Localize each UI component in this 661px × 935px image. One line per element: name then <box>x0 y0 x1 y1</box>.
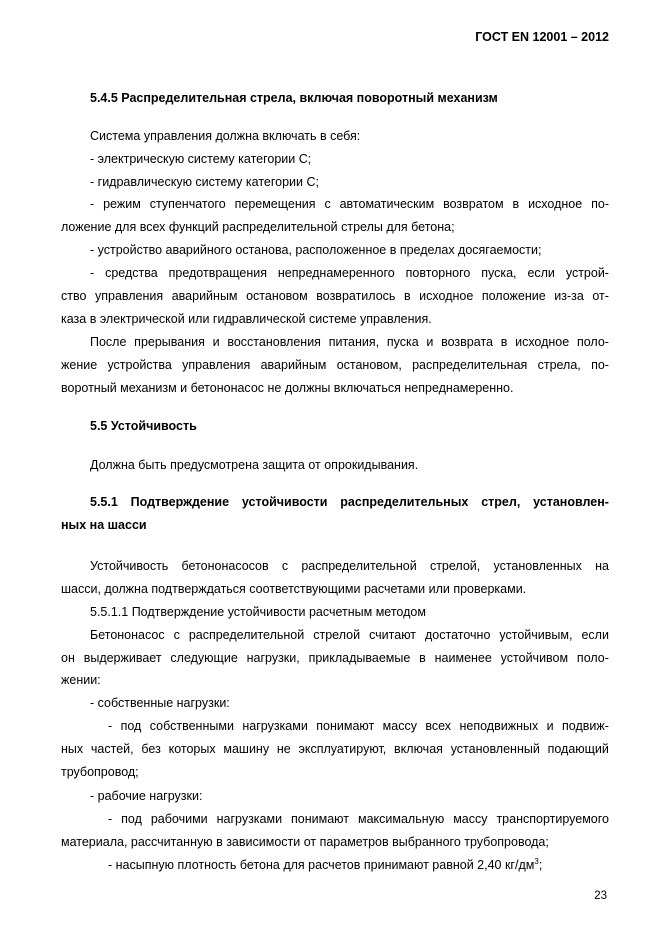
section-heading-5-5: 5.5 Устойчивость <box>90 419 197 433</box>
document-code-header: ГОСТ EN 12001 – 2012 <box>475 30 609 44</box>
paragraph-line: ложение для всех функций распределительной стрелы для бетона; <box>61 220 455 234</box>
list-item: - собственные нагрузки: <box>90 696 230 710</box>
paragraph-line-justified: Бетононасос с распределительной стрелой считают достаточно устойчивым, если <box>90 628 609 642</box>
paragraph-line: воротный механизм и бетононасос не должны включаться непреднамеренно. <box>61 381 514 395</box>
paragraph-line: жении: <box>61 673 101 687</box>
paragraph-line: каза в электрической или гидравлической системе управления. <box>61 312 432 326</box>
paragraph-line: материала, рассчитанную в зависимости от параметров выбранного трубопровода; <box>61 835 549 849</box>
paragraph-line-justified: он выдерживает следующие нагрузки, прикладываемые в наименее устойчивом поло- <box>61 651 609 665</box>
page-number: 23 <box>594 890 607 902</box>
section-heading-5-5-1-continued: ных на шасси <box>61 518 147 532</box>
paragraph-line: шасси, должна подтверждаться соответствующими расчетами или проверками. <box>61 582 527 596</box>
paragraph-line-justified: После прерывания и восстановления питания, пуска и возврата в исходное поло- <box>90 335 609 349</box>
subsection-heading-5-5-1-1: 5.5.1.1 Подтверждение устойчивости расчетным методом <box>90 605 426 619</box>
paragraph-line-justified: Устойчивость бетононасосов с распределительной стрелой, установленных на <box>90 559 609 573</box>
section-heading-5-5-1-justified: 5.5.1 Подтверждение устойчивости распределительных стрел, установлен- <box>90 495 609 509</box>
list-item: - рабочие нагрузки: <box>90 789 203 803</box>
list-item: - электрическую систему категории С; <box>90 152 312 166</box>
paragraph-line: трубопровод; <box>61 765 139 779</box>
section-heading-5-4-5: 5.4.5 Распределительная стрела, включая поворотный механизм <box>90 91 498 105</box>
paragraph-line: Система управления должна включать в себя: <box>90 129 361 143</box>
list-item-justified: - средства предотвращения непреднамеренного повторного пуска, если устрой- <box>90 266 609 280</box>
nested-list-item-justified: - под собственными нагрузками понимают массу всех неподвижных и подвиж- <box>108 719 609 733</box>
list-item: - гидравлическую систему категории С; <box>90 175 319 189</box>
paragraph-line-justified: ных частей, без которых машину не эксплуатируют, включая установленный подающий <box>61 742 609 756</box>
list-item: - устройство аварийного останова, расположенное в пределах досягаемости; <box>90 243 542 257</box>
paragraph-line-justified: жение устройства управления аварийным остановом, распределительная стрела, по- <box>61 358 609 372</box>
nested-list-item: - насыпную плотность бетона для расчетов принимают равной 2,40 $кг/дм^3$; <box>108 857 543 872</box>
nested-list-item-justified: - под рабочими нагрузками понимают максимальную массу транспортируемого <box>108 812 609 826</box>
paragraph-line-justified: ство управления аварийным остановом возвратилось в исходное положение из-за от- <box>61 289 609 303</box>
list-item-justified: - режим ступенчатого перемещения с автоматическим возвратом в исходное по- <box>90 197 609 211</box>
paragraph-line: Должна быть предусмотрена защита от опрокидывания. <box>90 458 419 472</box>
